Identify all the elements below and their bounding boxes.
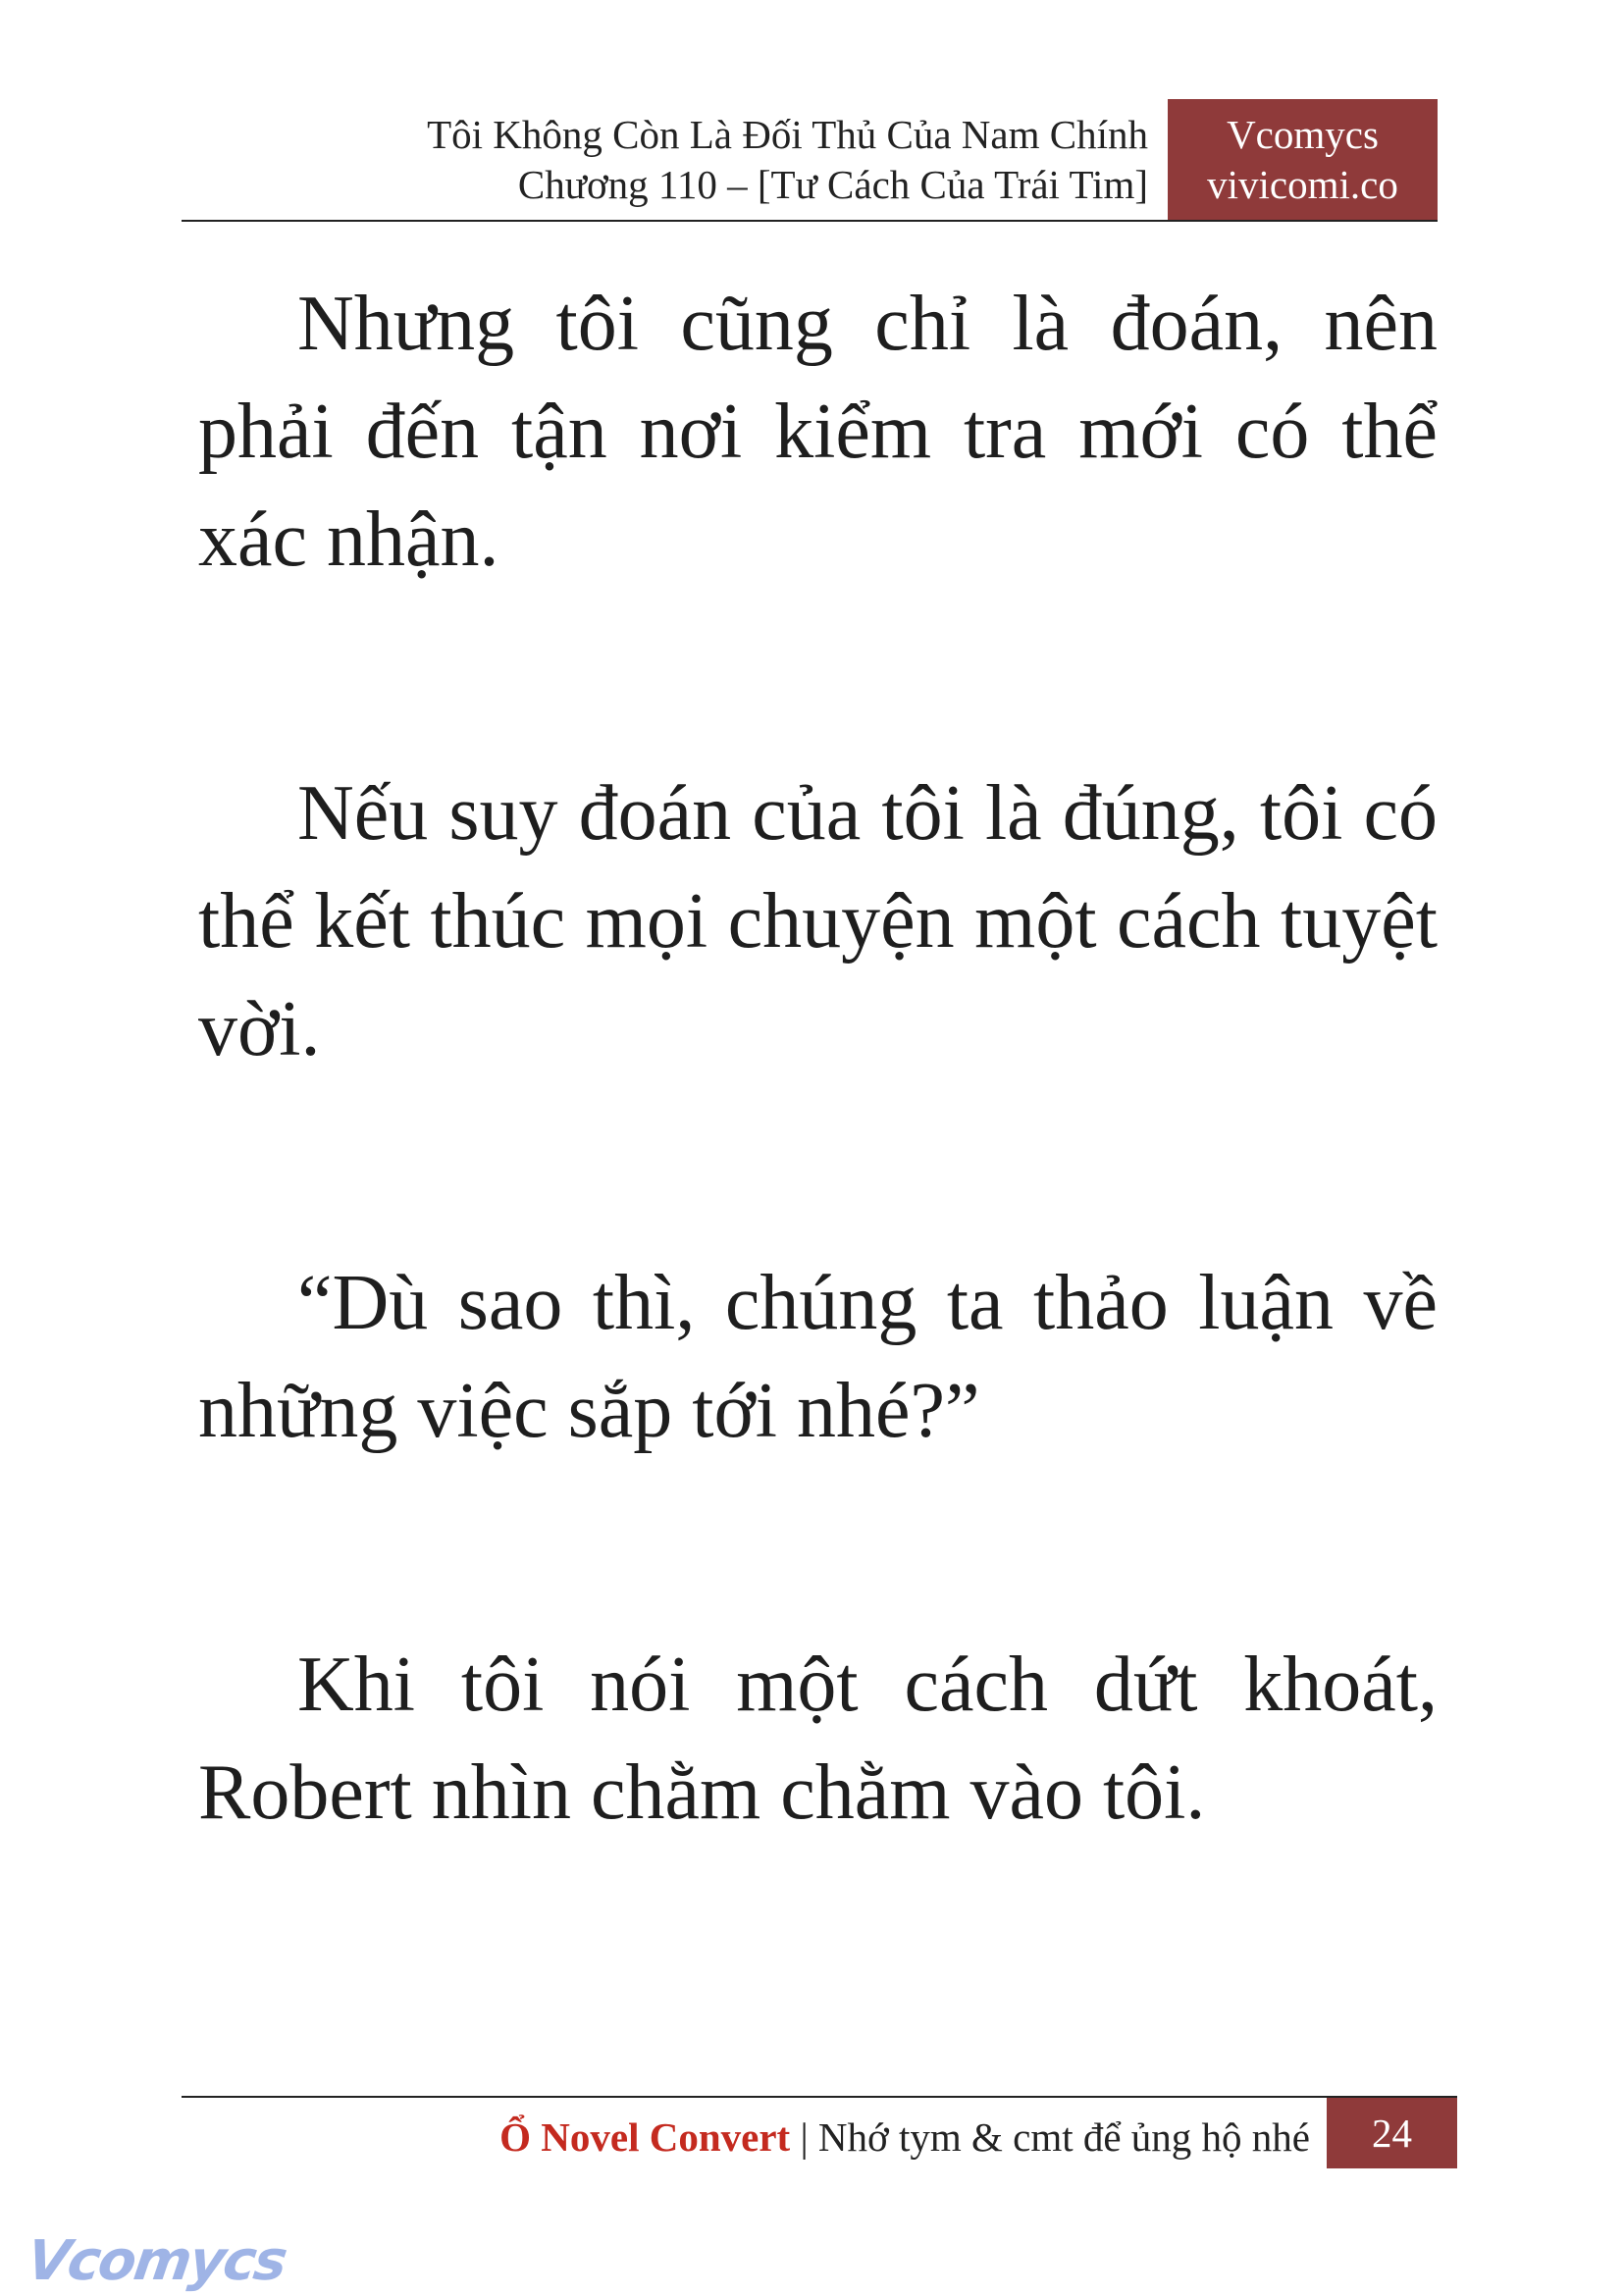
vcomycs-logo: Vcomycs <box>23 2229 289 2293</box>
header-divider <box>182 220 1438 222</box>
header-titles <box>427 110 1148 210</box>
brand-name: Vcomycs <box>1227 112 1379 157</box>
paragraph: “Dù sao thì, chúng ta thảo luận về những việc sắp tới nhé?” <box>198 1260 1438 1454</box>
book-title: Tôi Không Còn Là Đối Thủ Của Nam Chính <box>427 112 1148 157</box>
page-content <box>198 270 1438 2012</box>
brand-site: vivicomi.co <box>1207 162 1398 207</box>
footer-separator: | <box>800 2114 809 2160</box>
footer-divider <box>182 2096 1457 2098</box>
paragraph: Khi tôi nói một cách dứt khoát, Robert nhìn chằm chằm vào tôi. <box>198 1642 1438 1836</box>
paragraph: Nhưng tôi cũng chỉ là đoán, nên phải đến tận nơi kiểm tra mới có thể xác nhận. <box>198 281 1438 583</box>
paragraph: Nếu suy đoán của tôi là đúng, tôi có thể kết thúc mọi chuyện một cách tuyệt vời. <box>198 770 1438 1072</box>
brand-box <box>1168 99 1438 221</box>
footer-brand: Ổ Novel Convert <box>499 2114 791 2160</box>
footer-message: Nhớ tym & cmt để ủng hộ nhé <box>817 2114 1310 2160</box>
footer-text <box>499 2108 1310 2166</box>
page-number: 24 <box>1327 2098 1457 2168</box>
chapter-title: Chương 110 – [Tư Cách Của Trái Tim] <box>517 162 1148 207</box>
